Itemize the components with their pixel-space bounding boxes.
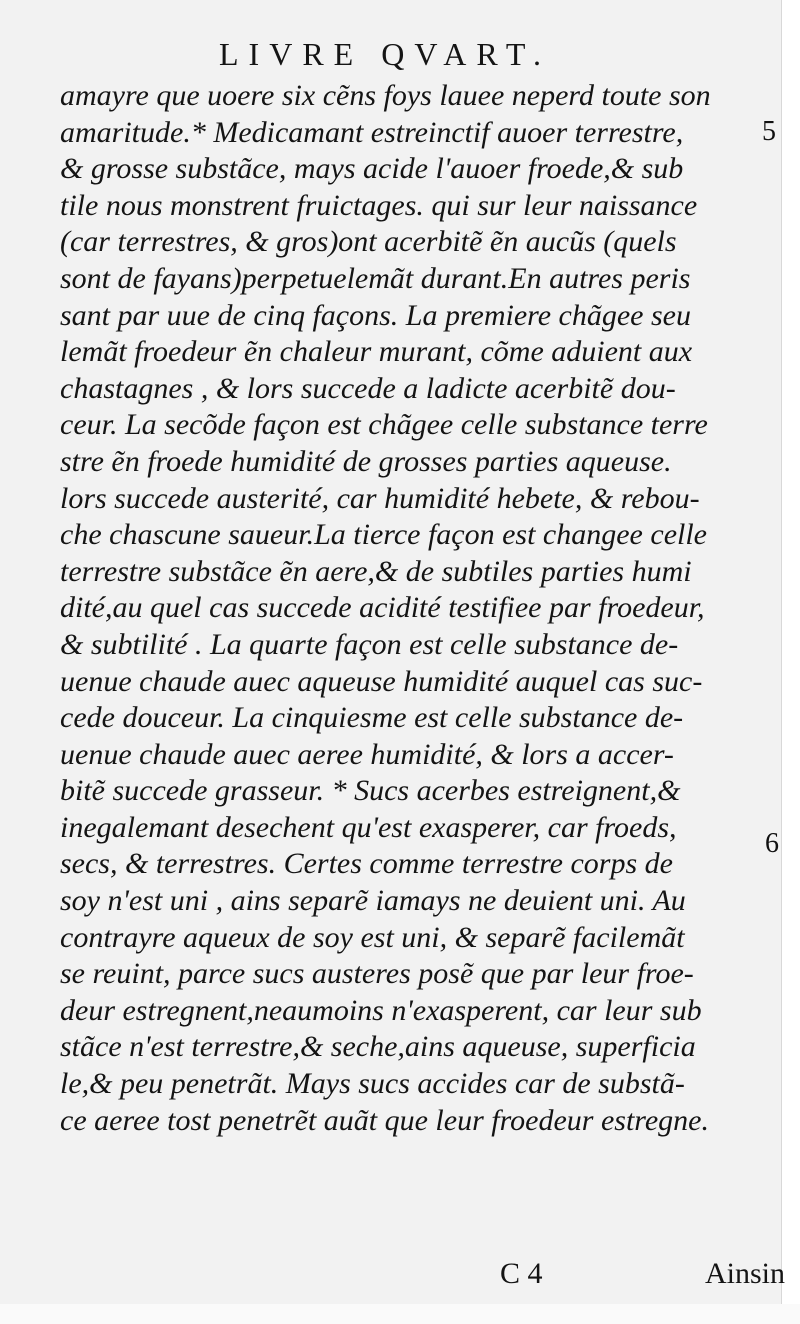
text-line: inegalemant desechent qu'est exasperer, car froeds, [60,810,677,844]
text-line: sont de fayans)perpetuelemãt durant.En autres peris [60,261,691,295]
text-line: amayre que uoere six cẽns foys lauee neperd toute son [60,79,711,112]
text-line: tile nous monstrent fruictages. qui sur leur naissance [60,188,698,222]
margin-note-5: 5 [762,116,776,147]
text-line: cede douceur. La cinquiesme est celle substance de- [60,701,684,735]
text-line: dité,au quel cas succede acidité testifiee par froedeur, [60,591,705,625]
text-line: terrestre substãce ẽn aere,& de subtiles parties humi [60,554,692,588]
text-line: lors succede austerité, car humidité hebete, & rebou- [60,481,700,515]
text-line: stãce n'est terrestre,& seche,ains aqueuse, superficia [60,1030,696,1064]
text-line: uenue chaude auec aeree humidité, & lors a accer- [60,737,674,771]
text-line: deur estregnent,neaumoins n'exasperent, car leur sub [60,993,702,1027]
catchword: Ainsin [704,1257,785,1290]
running-header: LIVRE QVART. [219,36,551,72]
page-bottom-edge [0,1304,800,1324]
body-text [60,78,770,1139]
text-line: soy n'est uni , ains separẽ iamays ne deuient uni. Au [60,884,686,918]
text-line: chastagnes , & lors succede a ladicte acerbitẽ dou- [60,371,676,405]
text-line: amaritude.* Medicamant estreinctif auoer terrestre, [60,115,684,149]
text-line: bitẽ succede grasseur. * Sucs acerbes estreignent,& [60,774,681,808]
page-right-edge [781,0,800,1324]
text-line: & subtilité . La quarte façon est celle substance de- [60,627,679,661]
text-line: & grosse substãce, mays acide l'auoer froede,& sub [60,152,684,186]
text-line: sant par uue de cinq façons. La premiere chãgee seu [60,298,691,332]
text-line: (car terrestres, & gros)ont acerbitẽ ẽn aucũs (quels [60,225,677,259]
text-line: ce aeree tost penetrẽt auãt que leur froedeur estregne. [60,1103,709,1137]
text-line: stre ẽn froede humidité de grosses parties aqueuse. [60,444,672,478]
page-footer [500,1257,785,1295]
text-line: le,& peu penetrãt. Mays sucs accides car de substã- [60,1067,685,1101]
text-line: se reuint, parce sucs austeres posẽ que par leur froe- [60,957,694,991]
text-line: contrayre aqueux de soy est uni, & separẽ facilemãt [60,920,685,954]
text-line: secs, & terrestres. Certes comme terrestre corps de [60,847,673,881]
text-line: ceur. La secõde façon est chãgee celle substance terre [60,408,708,442]
text-line: lemãt froedeur ẽn chaleur murant, cõme aduient aux [60,335,693,369]
text-line: che chascune saueur.La tierce façon est changee celle [60,518,707,552]
margin-note-6: 6 [765,828,779,859]
signature-mark: C 4 [500,1257,543,1290]
text-line: uenue chaude auec aqueuse humidité auquel cas suc- [60,664,703,698]
